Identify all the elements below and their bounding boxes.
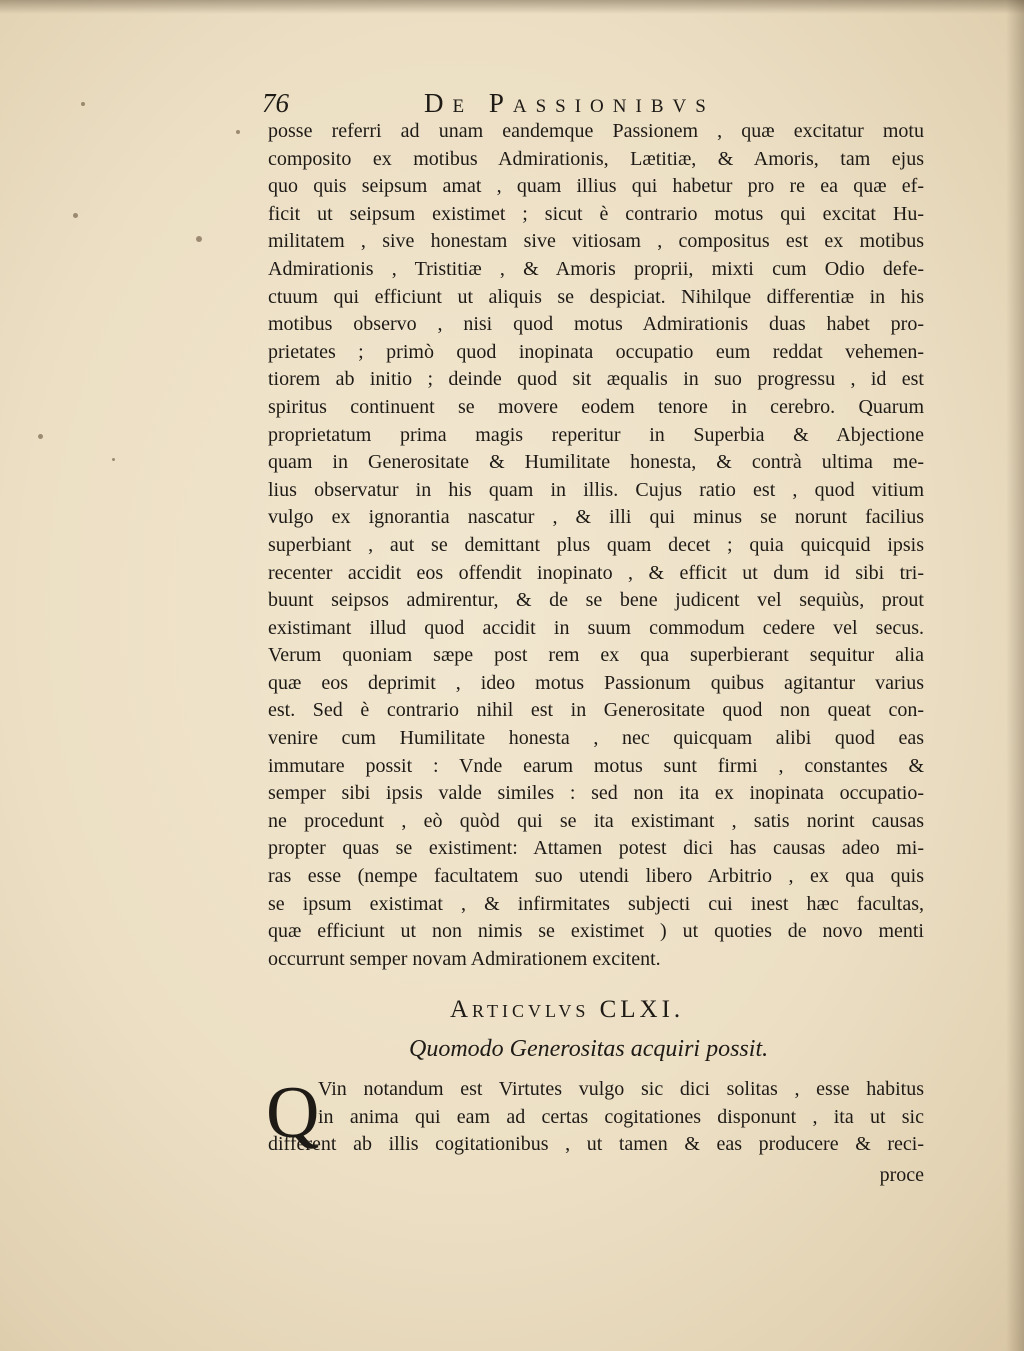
text-line: spiritus continuent se movere eodem tenore in cerebro. Quarum bbox=[268, 395, 924, 418]
catchword: proce bbox=[879, 1164, 924, 1186]
page-right-shadow bbox=[1006, 0, 1024, 1351]
text-line: proprietatum prima magis reperitur in Superbia & Abjectione bbox=[268, 423, 924, 446]
text-line: Vin notandum est Virtutes vulgo sic dici solitas , esse habitus bbox=[318, 1078, 924, 1100]
text-line: quæ efficiunt ut non nimis se existimet ) ut quoties de novo menti bbox=[268, 920, 924, 943]
text-line: buunt seipsos admirentur, & de se bene judicent vel sequiùs, prout bbox=[268, 589, 924, 612]
text-line: recenter accidit eos offendit inopinato , & efficit ut dum id sibi tri- bbox=[268, 561, 924, 584]
drop-cap: Q bbox=[266, 1072, 320, 1154]
foxing-spot bbox=[73, 213, 78, 218]
text-line: vulgo ex ignorantia nascatur , & illi qui minus se norunt facilius bbox=[268, 506, 924, 529]
text-line: posse referri ad unam eandemque Passionem , quæ excitatur motu bbox=[268, 120, 924, 142]
text-line: tiorem ab initio ; deinde quod sit æqualis in suo progressu , id est bbox=[268, 368, 924, 391]
page-number: 76 bbox=[262, 88, 289, 118]
page-header bbox=[262, 88, 922, 122]
text-line: immutare possit : Vnde earum motus sunt firmi , constantes & bbox=[268, 754, 924, 777]
text-line: occurrunt semper novam Admirationem excitent. bbox=[268, 947, 661, 970]
text-line: Admirationis , Tristitiæ , & Amoris proprii, mixti cum Odio defe- bbox=[268, 257, 924, 280]
text-line: quæ eos deprimit , ideo motus Passionum quibus agitantur varius bbox=[268, 671, 924, 694]
body-text bbox=[268, 118, 924, 973]
text-line: se ipsum existimat , & infirmitates subjecti cui inest hæc facultas, bbox=[268, 892, 924, 915]
text-line: est. Sed è contrario nihil est in Generositate quod non queat con- bbox=[268, 699, 924, 722]
text-line: in anima qui eam ad certas cogitationes disponunt , ita ut sic bbox=[318, 1105, 924, 1128]
text-line: quo quis seipsum amat , quam illius qui habetur pro re ea quæ ef- bbox=[268, 175, 924, 198]
text-line: quam in Generositate & Humilitate honesta, & contrà ultima me- bbox=[268, 451, 924, 474]
article-text bbox=[268, 1131, 924, 1159]
text-line: lius observatur in his quam in illis. Cujus ratio est , quod vitium bbox=[268, 478, 924, 501]
article-heading: Articvlvs CLXI. bbox=[450, 996, 685, 1023]
text-line: semper sibi ipsis valde similes : sed non ita ex inopinata occupatio- bbox=[268, 782, 924, 805]
foxing-spot bbox=[81, 102, 85, 106]
text-line: Verum quoniam sæpe post rem ex qua superbierant sequitur alia bbox=[268, 644, 924, 667]
page-top-shadow bbox=[0, 0, 1024, 14]
text-line: prietates ; primò quod inopinata occupatio eum reddat vehemen- bbox=[268, 340, 924, 363]
text-line: ficit ut seipsum existimet ; sicut è contrario motus qui excitat Hu- bbox=[268, 202, 924, 225]
running-head: De Passionibvs bbox=[424, 88, 715, 118]
text-line: ras esse (nempe facultatem suo utendi libero Arbitrio , ex qua quis bbox=[268, 865, 924, 888]
text-line: venire cum Humilitate honesta , nec quicquam alibi quod eas bbox=[268, 727, 924, 750]
article-text-indented bbox=[318, 1076, 924, 1131]
text-line: different ab illis cogitationibus , ut tamen & eas producere & reci- bbox=[268, 1133, 924, 1155]
text-line: existimant illud quod accidit in suum commodum cedere vel secus. bbox=[268, 616, 924, 639]
text-line: superbiant , aut se demittant plus quam decet ; quia quicquid ipsis bbox=[268, 533, 924, 556]
foxing-spot bbox=[38, 434, 43, 439]
article-subtitle: Quomodo Generositas acquiri possit. bbox=[409, 1036, 769, 1062]
text-line: composito ex motibus Admirationis, Lætitiæ, & Amoris, tam ejus bbox=[268, 147, 924, 170]
text-line: propter quas se existiment: Attamen potest dici has causas adeo mi- bbox=[268, 837, 924, 860]
text-line: ctuum qui efficiunt ut aliquis se despiciat. Nihilque differentiæ in his bbox=[268, 285, 924, 308]
text-line: motibus observo , nisi quod motus Admirationis duas habet pro- bbox=[268, 313, 924, 336]
foxing-spot bbox=[236, 130, 240, 134]
foxing-spot bbox=[196, 236, 202, 242]
text-line: militatem , sive honestam sive vitiosam , compositus est ex motibus bbox=[268, 230, 924, 253]
text-line: ne procedunt , eò quòd qui se ita existimant , satis norint causas bbox=[268, 809, 924, 832]
foxing-spot bbox=[112, 458, 115, 461]
